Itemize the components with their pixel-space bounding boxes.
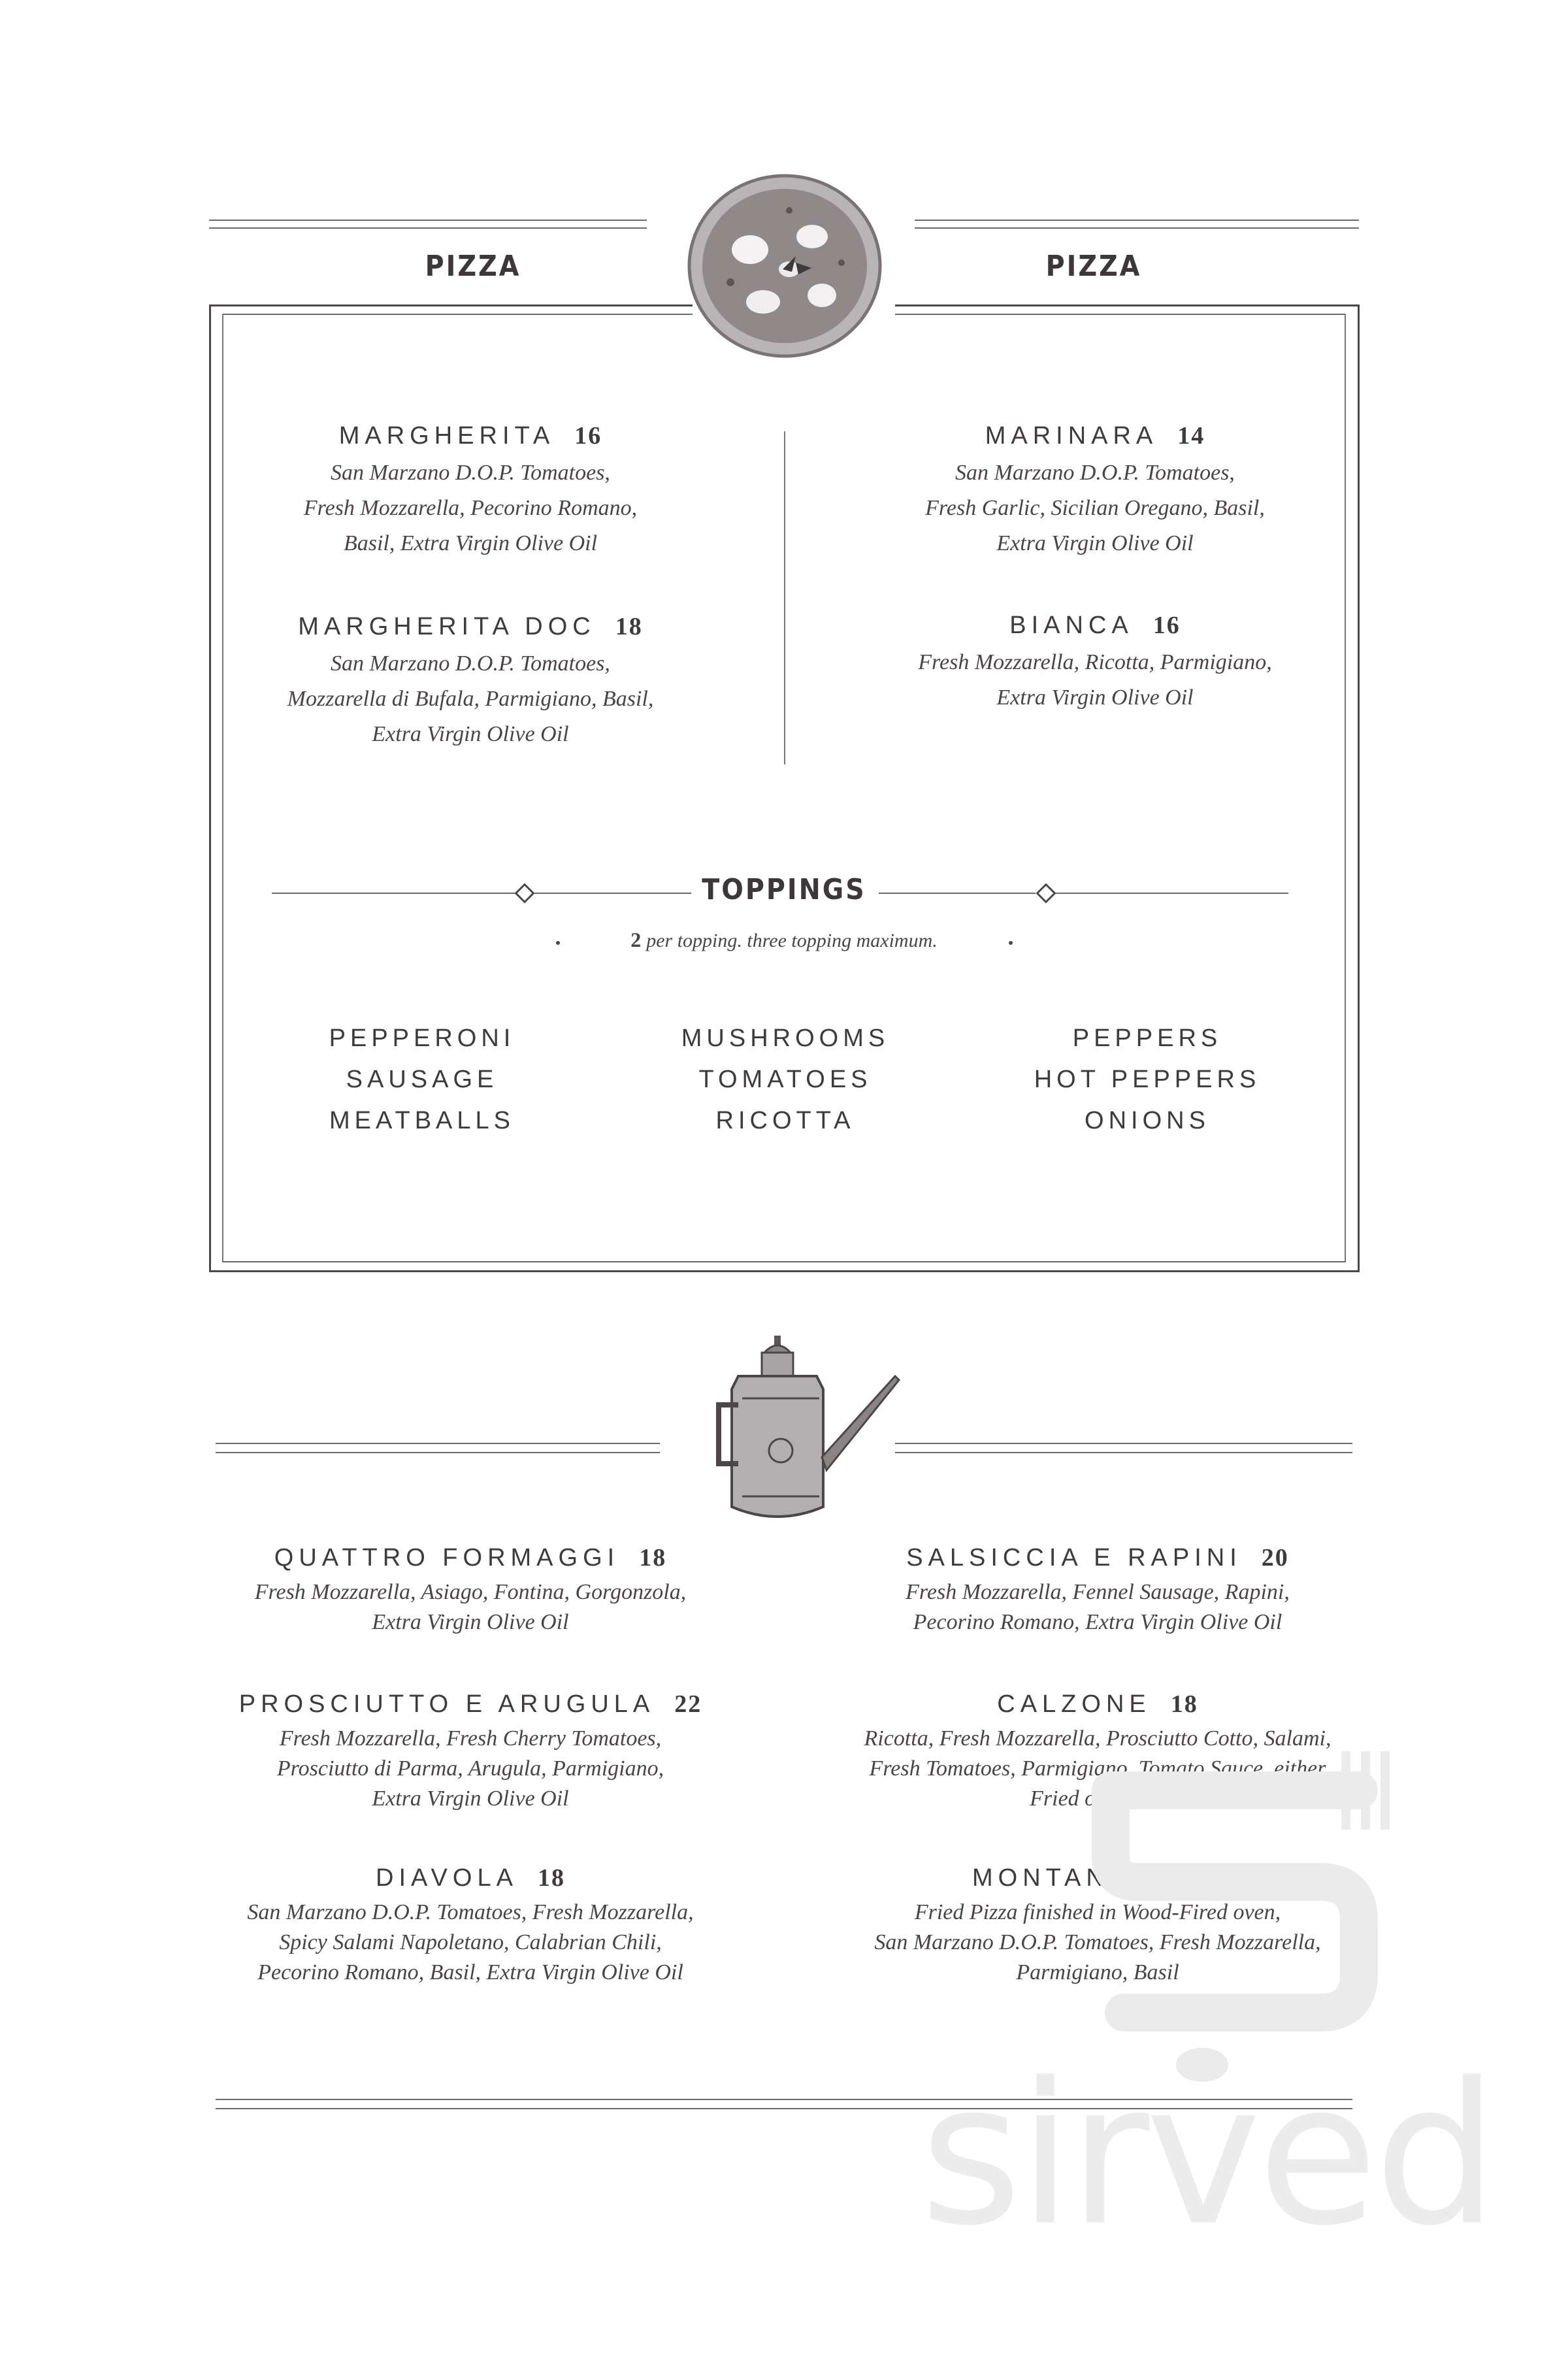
item-price: 18: [537, 1864, 565, 1892]
menu-item-diavola: [216, 1864, 725, 1988]
desc-line: Fried Pizza finished in Wood-Fired oven,: [914, 1900, 1281, 1924]
item-price: 14: [1177, 422, 1205, 450]
item-description: [860, 455, 1330, 561]
frame-bottom: [209, 1270, 1360, 1272]
item-price: 16: [1195, 1864, 1223, 1892]
divider-line: [216, 1443, 660, 1444]
desc-line: Pecorino Romano, Extra Virgin Olive Oil: [913, 1610, 1282, 1634]
frame-left: [209, 304, 211, 1272]
toppings-price: 2: [630, 928, 642, 951]
desc-line: Extra Virgin Olive Oil: [996, 531, 1194, 555]
menu-item-prosciutto-e-arugula: [216, 1690, 725, 1814]
topping-item: MUSHROOMS: [681, 1025, 890, 1052]
section-title-right: PIZZA: [1045, 250, 1142, 283]
item-name: DIAVOLA: [376, 1864, 518, 1892]
desc-line: Extra Virgin Olive Oil: [996, 685, 1194, 710]
frame-right-inner: [1345, 314, 1346, 1262]
oil-can-icon: [699, 1333, 908, 1542]
desc-line: Extra Virgin Olive Oil: [372, 1786, 569, 1811]
menu-item-margherita-doc: [235, 612, 706, 752]
divider-line: [895, 1443, 1352, 1444]
topping-item: PEPPERONI: [329, 1025, 515, 1052]
item-price: 18: [1170, 1690, 1198, 1718]
menu-item-quattro-formaggi: [216, 1543, 725, 1637]
divider-line: [915, 227, 1359, 229]
divider-line: [915, 220, 1359, 221]
toppings-title: TOPPINGS: [702, 873, 866, 906]
diamond-ornament: [1036, 883, 1056, 903]
item-name: MARINARA: [985, 422, 1158, 450]
sirved-logo-icon: [1071, 1751, 1437, 2091]
desc-line: Basil, Extra Virgin Olive Oil: [343, 531, 598, 555]
menu-item-bianca: [860, 611, 1330, 716]
bullet-dot: [1009, 941, 1013, 945]
item-price: 16: [574, 422, 602, 450]
diamond-ornament: [514, 883, 534, 903]
item-description: [823, 1577, 1372, 1637]
item-name: SALSICCIA E RAPINI: [906, 1544, 1242, 1571]
item-name: CALZONE: [997, 1690, 1151, 1718]
item-name: MARGHERITA DOC: [298, 613, 596, 640]
desc-line: Extra Virgin Olive Oil: [372, 1610, 569, 1634]
item-description: [235, 455, 706, 561]
item-price: 22: [674, 1690, 702, 1718]
divider-line: [216, 1452, 660, 1453]
item-name: QUATTRO FORMAGGI: [274, 1544, 620, 1571]
frame-top-right-inner: [895, 314, 1346, 315]
desc-line: Fresh Mozzarella, Ricotta, Parmigiano,: [918, 650, 1272, 674]
desc-line: Fresh Mozzarella, Fresh Cherry Tomatoes,: [279, 1726, 662, 1751]
item-price: 16: [1152, 612, 1181, 639]
toppings-rule-right-inner: [879, 893, 1036, 894]
frame-top-left-inner: [222, 314, 693, 315]
item-name: MONTANARA: [972, 1864, 1176, 1892]
topping-item: RICOTTA: [715, 1107, 855, 1134]
desc-line: San Marzano D.O.P. Tomatoes, Fresh Mozzarella,: [874, 1930, 1321, 1954]
menu-item-salsiccia-e-rapini: [823, 1543, 1372, 1637]
desc-line: Fresh Tomatoes, Parmigiano, Tomato Sauce, either: [869, 1756, 1326, 1781]
watermark-text: sirved: [920, 2041, 1495, 2269]
toppings-note-text: per topping. three topping maximum.: [646, 930, 938, 951]
desc-line: Ricotta, Fresh Mozzarella, Prosciutto Cotto, Salami,: [864, 1726, 1331, 1751]
toppings-rule-left: [272, 893, 520, 894]
frame-bottom-inner: [222, 1261, 1346, 1262]
topping-item: TOMATOES: [698, 1066, 872, 1093]
divider-line: [895, 1452, 1352, 1453]
item-price: 18: [639, 1544, 667, 1571]
desc-line: Prosciutto di Parma, Arugula, Parmigiano,: [276, 1756, 664, 1781]
item-price: 18: [615, 613, 643, 640]
desc-line: Fresh Mozzarella, Pecorino Romano,: [303, 496, 638, 520]
topping-item: SAUSAGE: [346, 1066, 498, 1093]
pizza-icon: [685, 171, 885, 361]
toppings-rule-right: [1056, 893, 1288, 894]
item-name: BIANCA: [1009, 612, 1134, 639]
desc-line: San Marzano D.O.P. Tomatoes,: [331, 461, 610, 485]
toppings-column-1: [278, 1018, 566, 1142]
item-description: [216, 1577, 725, 1637]
desc-line: Fresh Garlic, Sicilian Oregano, Basil,: [925, 496, 1265, 520]
desc-line: Parmigiano, Basil: [1016, 1960, 1179, 1984]
column-divider: [784, 431, 785, 765]
menu-item-marinara: [860, 421, 1330, 561]
frame-right: [1358, 304, 1360, 1272]
desc-line: San Marzano D.O.P. Tomatoes,: [331, 651, 610, 676]
section-title-left: PIZZA: [425, 250, 521, 283]
desc-line: Fresh Mozzarella, Fennel Sausage, Rapini,: [906, 1580, 1290, 1604]
desc-line: Pecorino Romano, Basil, Extra Virgin Olive Oil: [257, 1960, 683, 1984]
frame-top-left: [209, 304, 693, 306]
menu-item-margherita: [235, 421, 706, 561]
desc-line: Mozzarella di Bufala, Parmigiano, Basil,: [287, 687, 654, 711]
desc-line: Extra Virgin Olive Oil: [372, 722, 569, 746]
topping-item: HOT PEPPERS: [1034, 1066, 1261, 1093]
item-price: 20: [1261, 1544, 1289, 1571]
topping-item: ONIONS: [1085, 1107, 1210, 1134]
toppings-note: [523, 928, 1045, 952]
desc-line: San Marzano D.O.P. Tomatoes, Fresh Mozzarella,: [247, 1900, 694, 1924]
topping-item: MEATBALLS: [329, 1107, 515, 1134]
desc-line: Fresh Mozzarella, Asiago, Fontina, Gorgonzola,: [254, 1580, 687, 1604]
item-description: [860, 645, 1330, 716]
desc-line: Fried or Baked: [1030, 1786, 1166, 1811]
divider-line: [209, 220, 647, 221]
toppings-column-3: [1004, 1018, 1291, 1142]
frame-top-right: [895, 304, 1359, 306]
item-name: PROSCIUTTO E ARUGULA: [238, 1690, 655, 1718]
desc-line: San Marzano D.O.P. Tomatoes,: [955, 461, 1235, 485]
item-name: MARGHERITA: [338, 422, 555, 450]
topping-item: PEPPERS: [1072, 1025, 1222, 1052]
item-description: [235, 646, 706, 752]
desc-line: Spicy Salami Napoletano, Calabrian Chili,: [279, 1930, 662, 1954]
divider-line: [209, 227, 647, 229]
toppings-column-2: [642, 1018, 929, 1142]
item-description: [216, 1898, 725, 1988]
item-description: [216, 1724, 725, 1814]
frame-left-inner: [222, 314, 223, 1262]
